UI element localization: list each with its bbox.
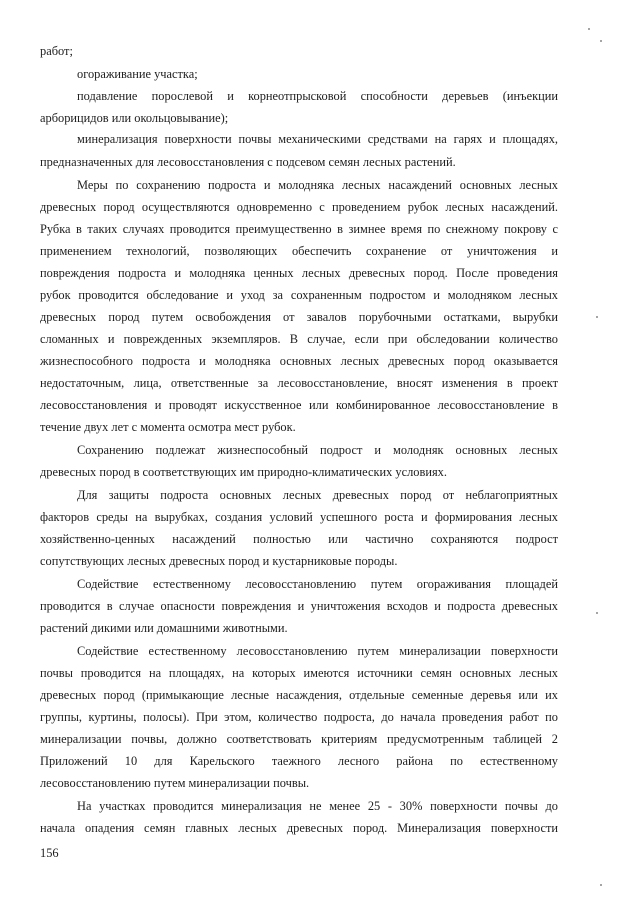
text-line: Содействие естественному лесовосстановлению путем огораживания площадей: [77, 577, 558, 591]
text-line: Рубка в таких случаях проводится преимущественно в зимнее время по снежному покрову с: [40, 222, 558, 236]
text-line: На участках проводится минерализация не менее 25 - 30% поверхности почвы до: [77, 799, 558, 813]
text-line: лесовосстановлению путем минерализации почвы.: [40, 776, 310, 790]
text-line: древесных пород (примыкающие лесные насаждения, отдельные семенные деревья или их: [40, 688, 558, 702]
text-line: лесовосстановления и проводят искусственное или комбинированное лесовосстановление в: [40, 398, 558, 412]
text-line: Сохранению подлежат жизнеспособный подрост и молодняк основных лесных: [77, 443, 558, 457]
page-number: 156: [40, 846, 59, 860]
text-line: древесных пород осуществляются одновременно с проведением рубок лесных насаждений.: [40, 200, 558, 214]
scan-speck: [600, 40, 602, 42]
scan-speck: [596, 316, 598, 318]
text-line: огораживание участка;: [77, 67, 198, 81]
text-line: подавление порослевой и корнеотпрысковой способности деревьев (инъекции: [77, 89, 558, 103]
scan-speck: [596, 612, 598, 614]
text-line: Содействие естественному лесовосстановлению путем минерализации поверхности: [77, 644, 558, 658]
text-line: группы, куртины, полосы). При этом, количество подроста, до начала проведения работ по: [40, 710, 558, 724]
text-line: рубок проводится обследование и уход за сохраненным подростом и молодняком лесных: [40, 288, 558, 302]
text-line: Меры по сохранению подроста и молодняка лесных насаждений основных лесных: [77, 178, 558, 192]
text-line: растений дикими или домашними животными.: [40, 621, 288, 635]
text-line: почвы проводится на площадях, на которых имеются источники семян основных лесных: [40, 666, 558, 680]
text-line: древесных пород путем освобождения от завалов порубочными остатками, вырубки: [40, 310, 558, 324]
text-line: сломанных и поврежденных экземпляров. В случае, если при обследовании количество: [40, 332, 558, 346]
text-line: недостаточным, лица, ответственные за лесовосстановление, вносят изменения в проект: [40, 376, 558, 390]
text-line: предназначенных для лесовосстановления с подсевом семян лесных растений.: [40, 155, 456, 169]
text-line: факторов среды на вырубках, создания условий успешного роста и формирования лесных: [40, 510, 558, 524]
text-line: применением технологий, позволяющих обеспечить сохранение от уничтожения и: [40, 244, 558, 258]
text-line: работ;: [40, 44, 73, 58]
text-line: жизнеспособного подроста и молодняка основных лесных древесных пород оказывается: [40, 354, 558, 368]
text-line: минерализации почвы, должно соответствовать критериям предусмотренным таблицей 2: [40, 732, 558, 746]
text-line: арборицидов или окольцовывание);: [40, 111, 229, 125]
text-line: минерализация поверхности почвы механическими средствами на гарях и площадях,: [77, 132, 558, 146]
text-line: Для защиты подроста основных лесных древесных пород от неблагоприятных: [77, 488, 558, 502]
scan-speck: [600, 884, 602, 886]
text-line: течение двух лет с момента осмотра мест рубок.: [40, 420, 296, 434]
text-line: начала опадения семян главных лесных древесных пород. Минерализация поверхности: [40, 821, 558, 835]
text-line: хозяйственно-ценных насаждений полностью или частично сохраняются подрост: [40, 532, 558, 546]
text-line: проводится в случае опасности повреждения и уничтожения всходов и подроста древесных: [40, 599, 558, 613]
text-line: повреждения подроста и молодняка ценных лесных древесных пород. После проведения: [40, 266, 558, 280]
text-line: Приложений 10 для Карельского таежного лесного района по естественному: [40, 754, 558, 768]
text-line: сопутствующих лесных древесных пород и кустарниковые породы.: [40, 554, 398, 568]
scan-speck: [588, 28, 590, 30]
text-line: древесных пород в соответствующих им природно-климатических условиях.: [40, 465, 447, 479]
